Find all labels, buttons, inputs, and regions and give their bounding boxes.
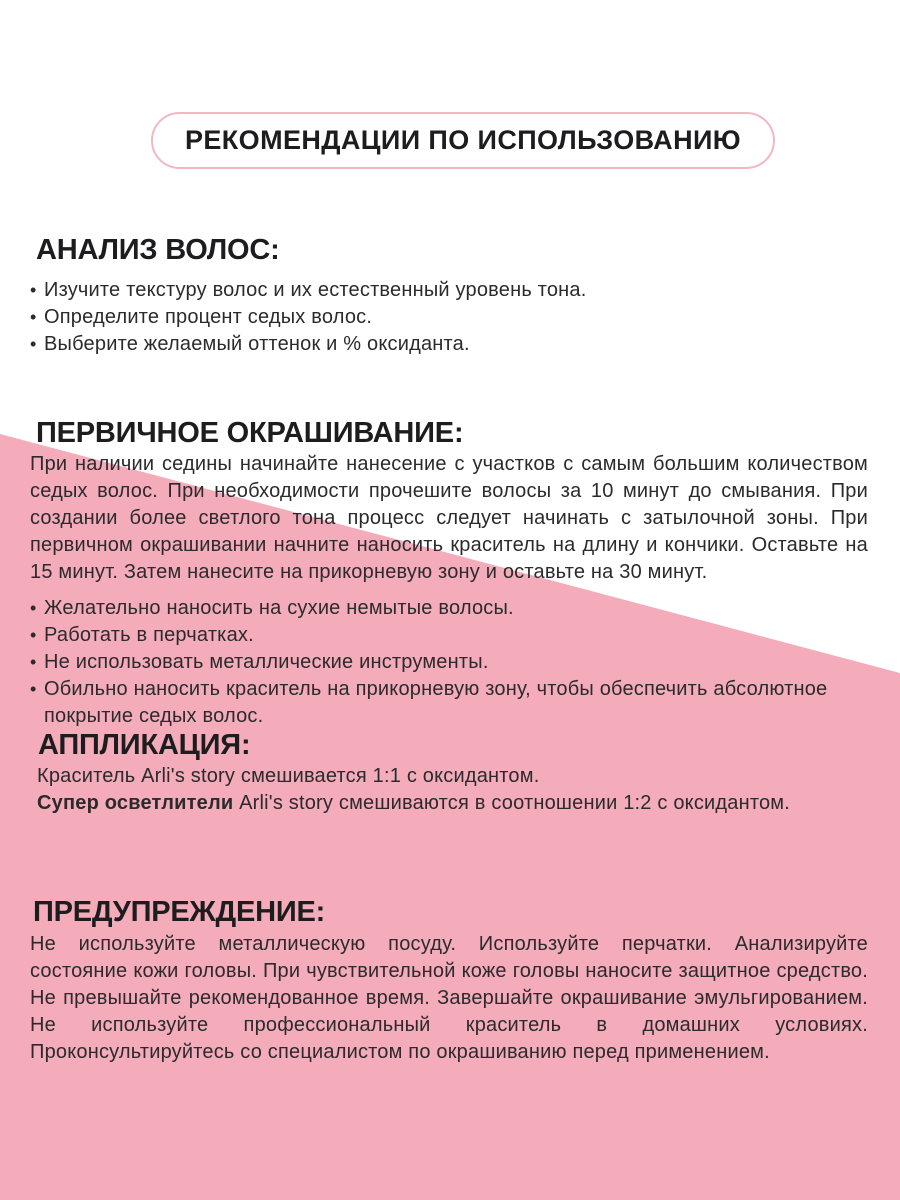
list-item: • Желательно наносить на сухие немытые волосы. <box>30 595 875 622</box>
application-line-2-rest: Arli's story смешиваются в соотношении 1:2 с оксидантом. <box>233 792 791 814</box>
application-line-2 <box>37 790 867 817</box>
primary-coloring-bullet-list <box>30 595 875 730</box>
application-line-1: Краситель Arli's story смешивается 1:1 с оксидантом. <box>37 765 540 787</box>
list-item: • Работать в перчатках. <box>30 622 875 649</box>
application-line-2-bold: Супер осветлители <box>37 792 234 814</box>
warning-heading: ПРЕДУПРЕЖДЕНИЕ: <box>33 896 326 928</box>
analysis-heading: АНАЛИЗ ВОЛОС: <box>36 234 280 266</box>
application-lines <box>37 763 867 817</box>
title-pill <box>151 112 775 169</box>
list-item: • Обильно наносить краситель на прикорневую зону, чтобы обеспечить абсолютное покрытие седых волос. <box>30 676 875 730</box>
application-heading: АППЛИКАЦИЯ: <box>38 729 251 761</box>
page-title: РЕКОМЕНДАЦИИ ПО ИСПОЛЬЗОВАНИЮ <box>184 125 742 155</box>
list-item: • Выберите желаемый оттенок и % оксиданта. <box>30 331 860 358</box>
primary-coloring-heading: ПЕРВИЧНОЕ ОКРАШИВАНИЕ: <box>36 417 464 449</box>
list-item: • Определите процент седых волос. <box>30 304 860 331</box>
list-item: • Изучите текстуру волос и их естественный уровень тона. <box>30 277 860 304</box>
list-item: • Не использовать металлические инструменты. <box>30 649 875 676</box>
primary-coloring-paragraph: При наличии седины начинайте нанесение с участков с самым большим количеством седых волос. При необходимости прочешите волосы за 10 минут до смывания. При создании более светлого тона процесс следует начинать с затылочной зоны. При первичном окрашивании начните наносить краситель на длину и кончики. Оставьте на 15 минут. Затем нанесите на прикорневую зону и оставьте на 30 минут. <box>30 453 868 583</box>
analysis-bullet-list <box>30 277 860 358</box>
warning-paragraph: Не используйте металлическую посуду. Используйте перчатки. Анализируйте состояние кожи головы. При чувствительной коже головы наносите защитное средство. Не превышайте рекомендованное время. Завершайте окрашивание эмульгированием. Не используйте профессиональный краситель в домашних условиях. Проконсультируйтесь со специалистом по окрашиванию перед применением. <box>30 933 868 1063</box>
